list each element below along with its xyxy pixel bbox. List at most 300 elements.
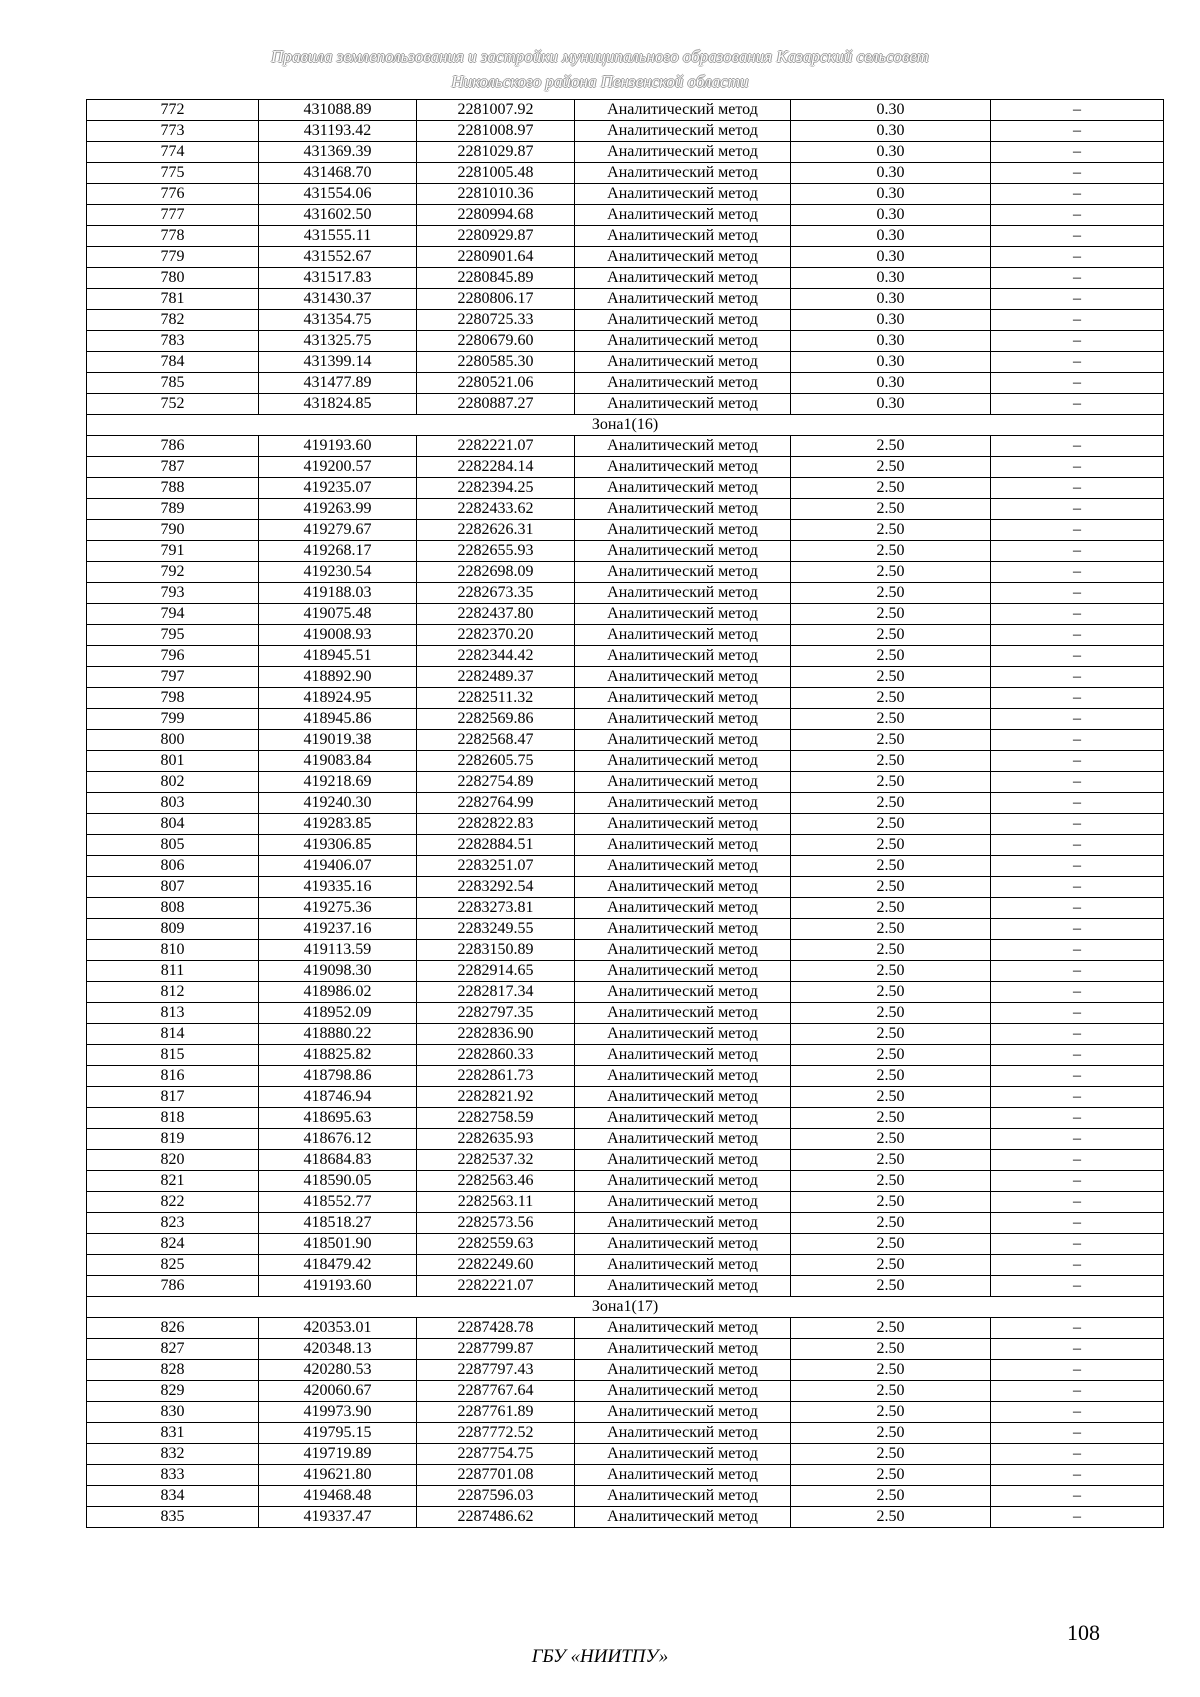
method-cell: Аналитический метод xyxy=(575,709,791,730)
coord-x-cell: 431517.83 xyxy=(259,268,417,289)
coord-y-cell: 2280901.64 xyxy=(417,247,575,268)
coord-y-cell: 2287754.75 xyxy=(417,1444,575,1465)
description-cell: – xyxy=(991,562,1164,583)
coord-y-cell: 2282698.09 xyxy=(417,562,575,583)
method-cell: Аналитический метод xyxy=(575,583,791,604)
method-cell: Аналитический метод xyxy=(575,352,791,373)
description-cell: – xyxy=(991,289,1164,310)
coord-y-cell: 2281029.87 xyxy=(417,142,575,163)
coord-y-cell: 2282635.93 xyxy=(417,1129,575,1150)
coord-y-cell: 2283150.89 xyxy=(417,940,575,961)
point-number-cell: 802 xyxy=(87,772,259,793)
method-cell: Аналитический метод xyxy=(575,436,791,457)
coord-x-cell: 419193.60 xyxy=(259,1276,417,1297)
point-number-cell: 796 xyxy=(87,646,259,667)
table-row xyxy=(87,1381,1164,1402)
description-cell: – xyxy=(991,1003,1164,1024)
precision-cell: 2.50 xyxy=(791,499,991,520)
description-cell: – xyxy=(991,1339,1164,1360)
table-row xyxy=(87,1276,1164,1297)
point-number-cell: 827 xyxy=(87,1339,259,1360)
point-number-cell: 810 xyxy=(87,940,259,961)
method-cell: Аналитический метод xyxy=(575,478,791,499)
point-number-cell: 795 xyxy=(87,625,259,646)
precision-cell: 2.50 xyxy=(791,1507,991,1528)
coord-x-cell: 419279.67 xyxy=(259,520,417,541)
coord-x-cell: 431193.42 xyxy=(259,121,417,142)
description-cell: – xyxy=(991,1381,1164,1402)
description-cell: – xyxy=(991,1108,1164,1129)
coord-x-cell: 418880.22 xyxy=(259,1024,417,1045)
point-number-cell: 816 xyxy=(87,1066,259,1087)
coord-x-cell: 418518.27 xyxy=(259,1213,417,1234)
coord-y-cell: 2281005.48 xyxy=(417,163,575,184)
description-cell: – xyxy=(991,1024,1164,1045)
coord-x-cell: 418945.51 xyxy=(259,646,417,667)
page-number: 108 xyxy=(1067,1620,1100,1645)
method-cell: Аналитический метод xyxy=(575,121,791,142)
table-row xyxy=(87,268,1164,289)
description-cell: – xyxy=(991,310,1164,331)
coord-y-cell: 2282563.11 xyxy=(417,1192,575,1213)
method-cell: Аналитический метод xyxy=(575,1423,791,1444)
method-cell: Аналитический метод xyxy=(575,1507,791,1528)
precision-cell: 2.50 xyxy=(791,1213,991,1234)
description-cell: – xyxy=(991,730,1164,751)
zone-title-cell: Зона1(17) xyxy=(87,1297,1164,1318)
coord-x-cell: 418952.09 xyxy=(259,1003,417,1024)
point-number-cell: 774 xyxy=(87,142,259,163)
method-cell: Аналитический метод xyxy=(575,562,791,583)
table-row xyxy=(87,1171,1164,1192)
coord-x-cell: 419283.85 xyxy=(259,814,417,835)
description-cell: – xyxy=(991,268,1164,289)
description-cell: – xyxy=(991,142,1164,163)
table-row xyxy=(87,898,1164,919)
point-number-cell: 780 xyxy=(87,268,259,289)
coord-y-cell: 2282758.59 xyxy=(417,1108,575,1129)
point-number-cell: 812 xyxy=(87,982,259,1003)
coordinates-table xyxy=(86,99,1164,1528)
description-cell: – xyxy=(991,1507,1164,1528)
table-row xyxy=(87,961,1164,982)
coord-y-cell: 2282249.60 xyxy=(417,1255,575,1276)
description-cell: – xyxy=(991,919,1164,940)
table-row xyxy=(87,1255,1164,1276)
description-cell: – xyxy=(991,751,1164,772)
precision-cell: 2.50 xyxy=(791,1234,991,1255)
description-cell: – xyxy=(991,982,1164,1003)
point-number-cell: 790 xyxy=(87,520,259,541)
method-cell: Аналитический метод xyxy=(575,604,791,625)
precision-cell: 2.50 xyxy=(791,1003,991,1024)
table-row xyxy=(87,625,1164,646)
description-cell: – xyxy=(991,898,1164,919)
table-row xyxy=(87,100,1164,121)
description-cell: – xyxy=(991,184,1164,205)
coord-x-cell: 419719.89 xyxy=(259,1444,417,1465)
point-number-cell: 788 xyxy=(87,478,259,499)
point-number-cell: 779 xyxy=(87,247,259,268)
coord-y-cell: 2283292.54 xyxy=(417,877,575,898)
method-cell: Аналитический метод xyxy=(575,1339,791,1360)
precision-cell: 0.30 xyxy=(791,163,991,184)
table-row xyxy=(87,310,1164,331)
method-cell: Аналитический метод xyxy=(575,751,791,772)
precision-cell: 0.30 xyxy=(791,289,991,310)
point-number-cell: 794 xyxy=(87,604,259,625)
method-cell: Аналитический метод xyxy=(575,1360,791,1381)
coord-x-cell: 419335.16 xyxy=(259,877,417,898)
description-cell: – xyxy=(991,1318,1164,1339)
coord-y-cell: 2283251.07 xyxy=(417,856,575,877)
method-cell: Аналитический метод xyxy=(575,1444,791,1465)
precision-cell: 2.50 xyxy=(791,919,991,940)
table-row xyxy=(87,1045,1164,1066)
table-row xyxy=(87,1003,1164,1024)
coord-x-cell: 419113.59 xyxy=(259,940,417,961)
point-number-cell: 821 xyxy=(87,1171,259,1192)
description-cell: – xyxy=(991,121,1164,142)
coord-y-cell: 2282884.51 xyxy=(417,835,575,856)
coord-x-cell: 431555.11 xyxy=(259,226,417,247)
coord-y-cell: 2282836.90 xyxy=(417,1024,575,1045)
description-cell: – xyxy=(991,1444,1164,1465)
zone-title-cell: Зона1(16) xyxy=(87,415,1164,436)
point-number-cell: 797 xyxy=(87,667,259,688)
point-number-cell: 811 xyxy=(87,961,259,982)
method-cell: Аналитический метод xyxy=(575,961,791,982)
table-row xyxy=(87,772,1164,793)
coord-x-cell: 419237.16 xyxy=(259,919,417,940)
coord-y-cell: 2283273.81 xyxy=(417,898,575,919)
precision-cell: 0.30 xyxy=(791,352,991,373)
point-number-cell: 777 xyxy=(87,205,259,226)
coord-x-cell: 431369.39 xyxy=(259,142,417,163)
precision-cell: 0.30 xyxy=(791,142,991,163)
coord-x-cell: 418695.63 xyxy=(259,1108,417,1129)
description-cell: – xyxy=(991,394,1164,415)
coord-x-cell: 431399.14 xyxy=(259,352,417,373)
coord-y-cell: 2280679.60 xyxy=(417,331,575,352)
precision-cell: 2.50 xyxy=(791,688,991,709)
table-row xyxy=(87,1129,1164,1150)
precision-cell: 0.30 xyxy=(791,100,991,121)
table-row xyxy=(87,520,1164,541)
coord-y-cell: 2280929.87 xyxy=(417,226,575,247)
precision-cell: 2.50 xyxy=(791,1255,991,1276)
table-row xyxy=(87,835,1164,856)
point-number-cell: 752 xyxy=(87,394,259,415)
coord-x-cell: 419263.99 xyxy=(259,499,417,520)
coord-y-cell: 2281010.36 xyxy=(417,184,575,205)
coord-y-cell: 2287799.87 xyxy=(417,1339,575,1360)
method-cell: Аналитический метод xyxy=(575,772,791,793)
method-cell: Аналитический метод xyxy=(575,226,791,247)
coord-y-cell: 2282626.31 xyxy=(417,520,575,541)
point-number-cell: 807 xyxy=(87,877,259,898)
method-cell: Аналитический метод xyxy=(575,1129,791,1150)
coord-x-cell: 418892.90 xyxy=(259,667,417,688)
description-cell: – xyxy=(991,1423,1164,1444)
table-row xyxy=(87,877,1164,898)
table-row xyxy=(87,856,1164,877)
description-cell: – xyxy=(991,1486,1164,1507)
coord-x-cell: 419235.07 xyxy=(259,478,417,499)
precision-cell: 2.50 xyxy=(791,940,991,961)
description-cell: – xyxy=(991,688,1164,709)
method-cell: Аналитический метод xyxy=(575,1255,791,1276)
coord-x-cell: 431552.67 xyxy=(259,247,417,268)
precision-cell: 0.30 xyxy=(791,205,991,226)
point-number-cell: 784 xyxy=(87,352,259,373)
coord-x-cell: 419468.48 xyxy=(259,1486,417,1507)
coord-y-cell: 2282221.07 xyxy=(417,1276,575,1297)
zone-header-row xyxy=(87,1297,1164,1318)
method-cell: Аналитический метод xyxy=(575,331,791,352)
precision-cell: 2.50 xyxy=(791,793,991,814)
point-number-cell: 782 xyxy=(87,310,259,331)
description-cell: – xyxy=(991,1087,1164,1108)
precision-cell: 2.50 xyxy=(791,604,991,625)
table-row xyxy=(87,919,1164,940)
description-cell: – xyxy=(991,1360,1164,1381)
table-row xyxy=(87,226,1164,247)
description-cell: – xyxy=(991,1234,1164,1255)
description-cell: – xyxy=(991,814,1164,835)
point-number-cell: 775 xyxy=(87,163,259,184)
method-cell: Аналитический метод xyxy=(575,163,791,184)
coord-y-cell: 2282370.20 xyxy=(417,625,575,646)
method-cell: Аналитический метод xyxy=(575,184,791,205)
method-cell: Аналитический метод xyxy=(575,457,791,478)
coord-x-cell: 419621.80 xyxy=(259,1465,417,1486)
precision-cell: 2.50 xyxy=(791,1087,991,1108)
point-number-cell: 826 xyxy=(87,1318,259,1339)
coord-x-cell: 419193.60 xyxy=(259,436,417,457)
coord-x-cell: 419008.93 xyxy=(259,625,417,646)
description-cell: – xyxy=(991,247,1164,268)
point-number-cell: 787 xyxy=(87,457,259,478)
description-cell: – xyxy=(991,604,1164,625)
method-cell: Аналитический метод xyxy=(575,142,791,163)
coord-x-cell: 419337.47 xyxy=(259,1507,417,1528)
point-number-cell: 806 xyxy=(87,856,259,877)
point-number-cell: 792 xyxy=(87,562,259,583)
precision-cell: 2.50 xyxy=(791,814,991,835)
point-number-cell: 825 xyxy=(87,1255,259,1276)
description-cell: – xyxy=(991,625,1164,646)
table-row xyxy=(87,331,1164,352)
coord-y-cell: 2282569.86 xyxy=(417,709,575,730)
table-row xyxy=(87,1444,1164,1465)
table-row xyxy=(87,478,1164,499)
method-cell: Аналитический метод xyxy=(575,856,791,877)
method-cell: Аналитический метод xyxy=(575,1318,791,1339)
precision-cell: 2.50 xyxy=(791,1339,991,1360)
description-cell: – xyxy=(991,1276,1164,1297)
coord-x-cell: 418479.42 xyxy=(259,1255,417,1276)
coord-x-cell: 419083.84 xyxy=(259,751,417,772)
table-row xyxy=(87,1024,1164,1045)
description-cell: – xyxy=(991,1465,1164,1486)
description-cell: – xyxy=(991,541,1164,562)
description-cell: – xyxy=(991,646,1164,667)
coord-y-cell: 2287486.62 xyxy=(417,1507,575,1528)
coord-y-cell: 2282797.35 xyxy=(417,1003,575,1024)
description-cell: – xyxy=(991,520,1164,541)
coord-y-cell: 2282563.46 xyxy=(417,1171,575,1192)
table-row xyxy=(87,1360,1164,1381)
precision-cell: 2.50 xyxy=(791,646,991,667)
method-cell: Аналитический метод xyxy=(575,1234,791,1255)
coord-y-cell: 2282754.89 xyxy=(417,772,575,793)
precision-cell: 2.50 xyxy=(791,1045,991,1066)
precision-cell: 2.50 xyxy=(791,1024,991,1045)
point-number-cell: 822 xyxy=(87,1192,259,1213)
method-cell: Аналитический метод xyxy=(575,835,791,856)
table-row xyxy=(87,541,1164,562)
coord-y-cell: 2282914.65 xyxy=(417,961,575,982)
coord-x-cell: 419075.48 xyxy=(259,604,417,625)
coord-y-cell: 2282673.35 xyxy=(417,583,575,604)
table-row xyxy=(87,352,1164,373)
precision-cell: 2.50 xyxy=(791,1360,991,1381)
precision-cell: 2.50 xyxy=(791,478,991,499)
method-cell: Аналитический метод xyxy=(575,982,791,1003)
method-cell: Аналитический метод xyxy=(575,1486,791,1507)
table-row xyxy=(87,814,1164,835)
precision-cell: 2.50 xyxy=(791,982,991,1003)
precision-cell: 0.30 xyxy=(791,226,991,247)
description-cell: – xyxy=(991,205,1164,226)
method-cell: Аналитический метод xyxy=(575,919,791,940)
coord-x-cell: 418746.94 xyxy=(259,1087,417,1108)
description-cell: – xyxy=(991,835,1164,856)
table-row xyxy=(87,121,1164,142)
method-cell: Аналитический метод xyxy=(575,1381,791,1402)
coord-x-cell: 418501.90 xyxy=(259,1234,417,1255)
coord-y-cell: 2281007.92 xyxy=(417,100,575,121)
precision-cell: 0.30 xyxy=(791,184,991,205)
coord-y-cell: 2280585.30 xyxy=(417,352,575,373)
point-number-cell: 819 xyxy=(87,1129,259,1150)
table-row xyxy=(87,730,1164,751)
point-number-cell: 783 xyxy=(87,331,259,352)
coord-x-cell: 419306.85 xyxy=(259,835,417,856)
point-number-cell: 776 xyxy=(87,184,259,205)
table-row xyxy=(87,1150,1164,1171)
precision-cell: 0.30 xyxy=(791,247,991,268)
method-cell: Аналитический метод xyxy=(575,1276,791,1297)
table-row xyxy=(87,394,1164,415)
table-row xyxy=(87,1339,1164,1360)
table-row xyxy=(87,667,1164,688)
point-number-cell: 817 xyxy=(87,1087,259,1108)
method-cell: Аналитический метод xyxy=(575,394,791,415)
description-cell: – xyxy=(991,856,1164,877)
precision-cell: 2.50 xyxy=(791,541,991,562)
method-cell: Аналитический метод xyxy=(575,793,791,814)
precision-cell: 2.50 xyxy=(791,1171,991,1192)
description-cell: – xyxy=(991,499,1164,520)
precision-cell: 2.50 xyxy=(791,1318,991,1339)
point-number-cell: 815 xyxy=(87,1045,259,1066)
point-number-cell: 772 xyxy=(87,100,259,121)
table-row xyxy=(87,457,1164,478)
method-cell: Аналитический метод xyxy=(575,877,791,898)
coord-y-cell: 2282537.32 xyxy=(417,1150,575,1171)
point-number-cell: 829 xyxy=(87,1381,259,1402)
method-cell: Аналитический метод xyxy=(575,625,791,646)
coord-x-cell: 419240.30 xyxy=(259,793,417,814)
point-number-cell: 831 xyxy=(87,1423,259,1444)
point-number-cell: 824 xyxy=(87,1234,259,1255)
table-row xyxy=(87,184,1164,205)
coord-x-cell: 431554.06 xyxy=(259,184,417,205)
precision-cell: 2.50 xyxy=(791,457,991,478)
description-cell: – xyxy=(991,352,1164,373)
method-cell: Аналитический метод xyxy=(575,1024,791,1045)
coord-y-cell: 2282822.83 xyxy=(417,814,575,835)
precision-cell: 0.30 xyxy=(791,310,991,331)
table-row xyxy=(87,982,1164,1003)
table-row xyxy=(87,1507,1164,1528)
method-cell: Аналитический метод xyxy=(575,730,791,751)
table-row xyxy=(87,1192,1164,1213)
description-cell: – xyxy=(991,373,1164,394)
coord-y-cell: 2282489.37 xyxy=(417,667,575,688)
description-cell: – xyxy=(991,793,1164,814)
description-cell: – xyxy=(991,877,1164,898)
point-number-cell: 803 xyxy=(87,793,259,814)
coord-x-cell: 418924.95 xyxy=(259,688,417,709)
table-row xyxy=(87,688,1164,709)
description-cell: – xyxy=(991,331,1164,352)
coord-y-cell: 2282559.63 xyxy=(417,1234,575,1255)
point-number-cell: 800 xyxy=(87,730,259,751)
coord-x-cell: 420353.01 xyxy=(259,1318,417,1339)
description-cell: – xyxy=(991,1045,1164,1066)
coord-y-cell: 2282573.56 xyxy=(417,1213,575,1234)
precision-cell: 2.50 xyxy=(791,667,991,688)
coord-x-cell: 431824.85 xyxy=(259,394,417,415)
precision-cell: 2.50 xyxy=(791,520,991,541)
point-number-cell: 823 xyxy=(87,1213,259,1234)
table-row xyxy=(87,247,1164,268)
point-number-cell: 814 xyxy=(87,1024,259,1045)
table-row xyxy=(87,583,1164,604)
point-number-cell: 785 xyxy=(87,373,259,394)
method-cell: Аналитический метод xyxy=(575,499,791,520)
description-cell: – xyxy=(991,1192,1164,1213)
table-row xyxy=(87,142,1164,163)
coord-x-cell: 431088.89 xyxy=(259,100,417,121)
method-cell: Аналитический метод xyxy=(575,1402,791,1423)
method-cell: Аналитический метод xyxy=(575,688,791,709)
description-cell: – xyxy=(991,226,1164,247)
zone-header-row xyxy=(87,415,1164,436)
point-number-cell: 804 xyxy=(87,814,259,835)
coord-y-cell: 2287772.52 xyxy=(417,1423,575,1444)
header-line-1: Правила землепользования и застройки муниципального образования Казарский сельсовет xyxy=(271,47,929,66)
table-row xyxy=(87,289,1164,310)
method-cell: Аналитический метод xyxy=(575,1066,791,1087)
method-cell: Аналитический метод xyxy=(575,667,791,688)
running-header xyxy=(0,44,1200,94)
description-cell: – xyxy=(991,163,1164,184)
coord-y-cell: 2282861.73 xyxy=(417,1066,575,1087)
